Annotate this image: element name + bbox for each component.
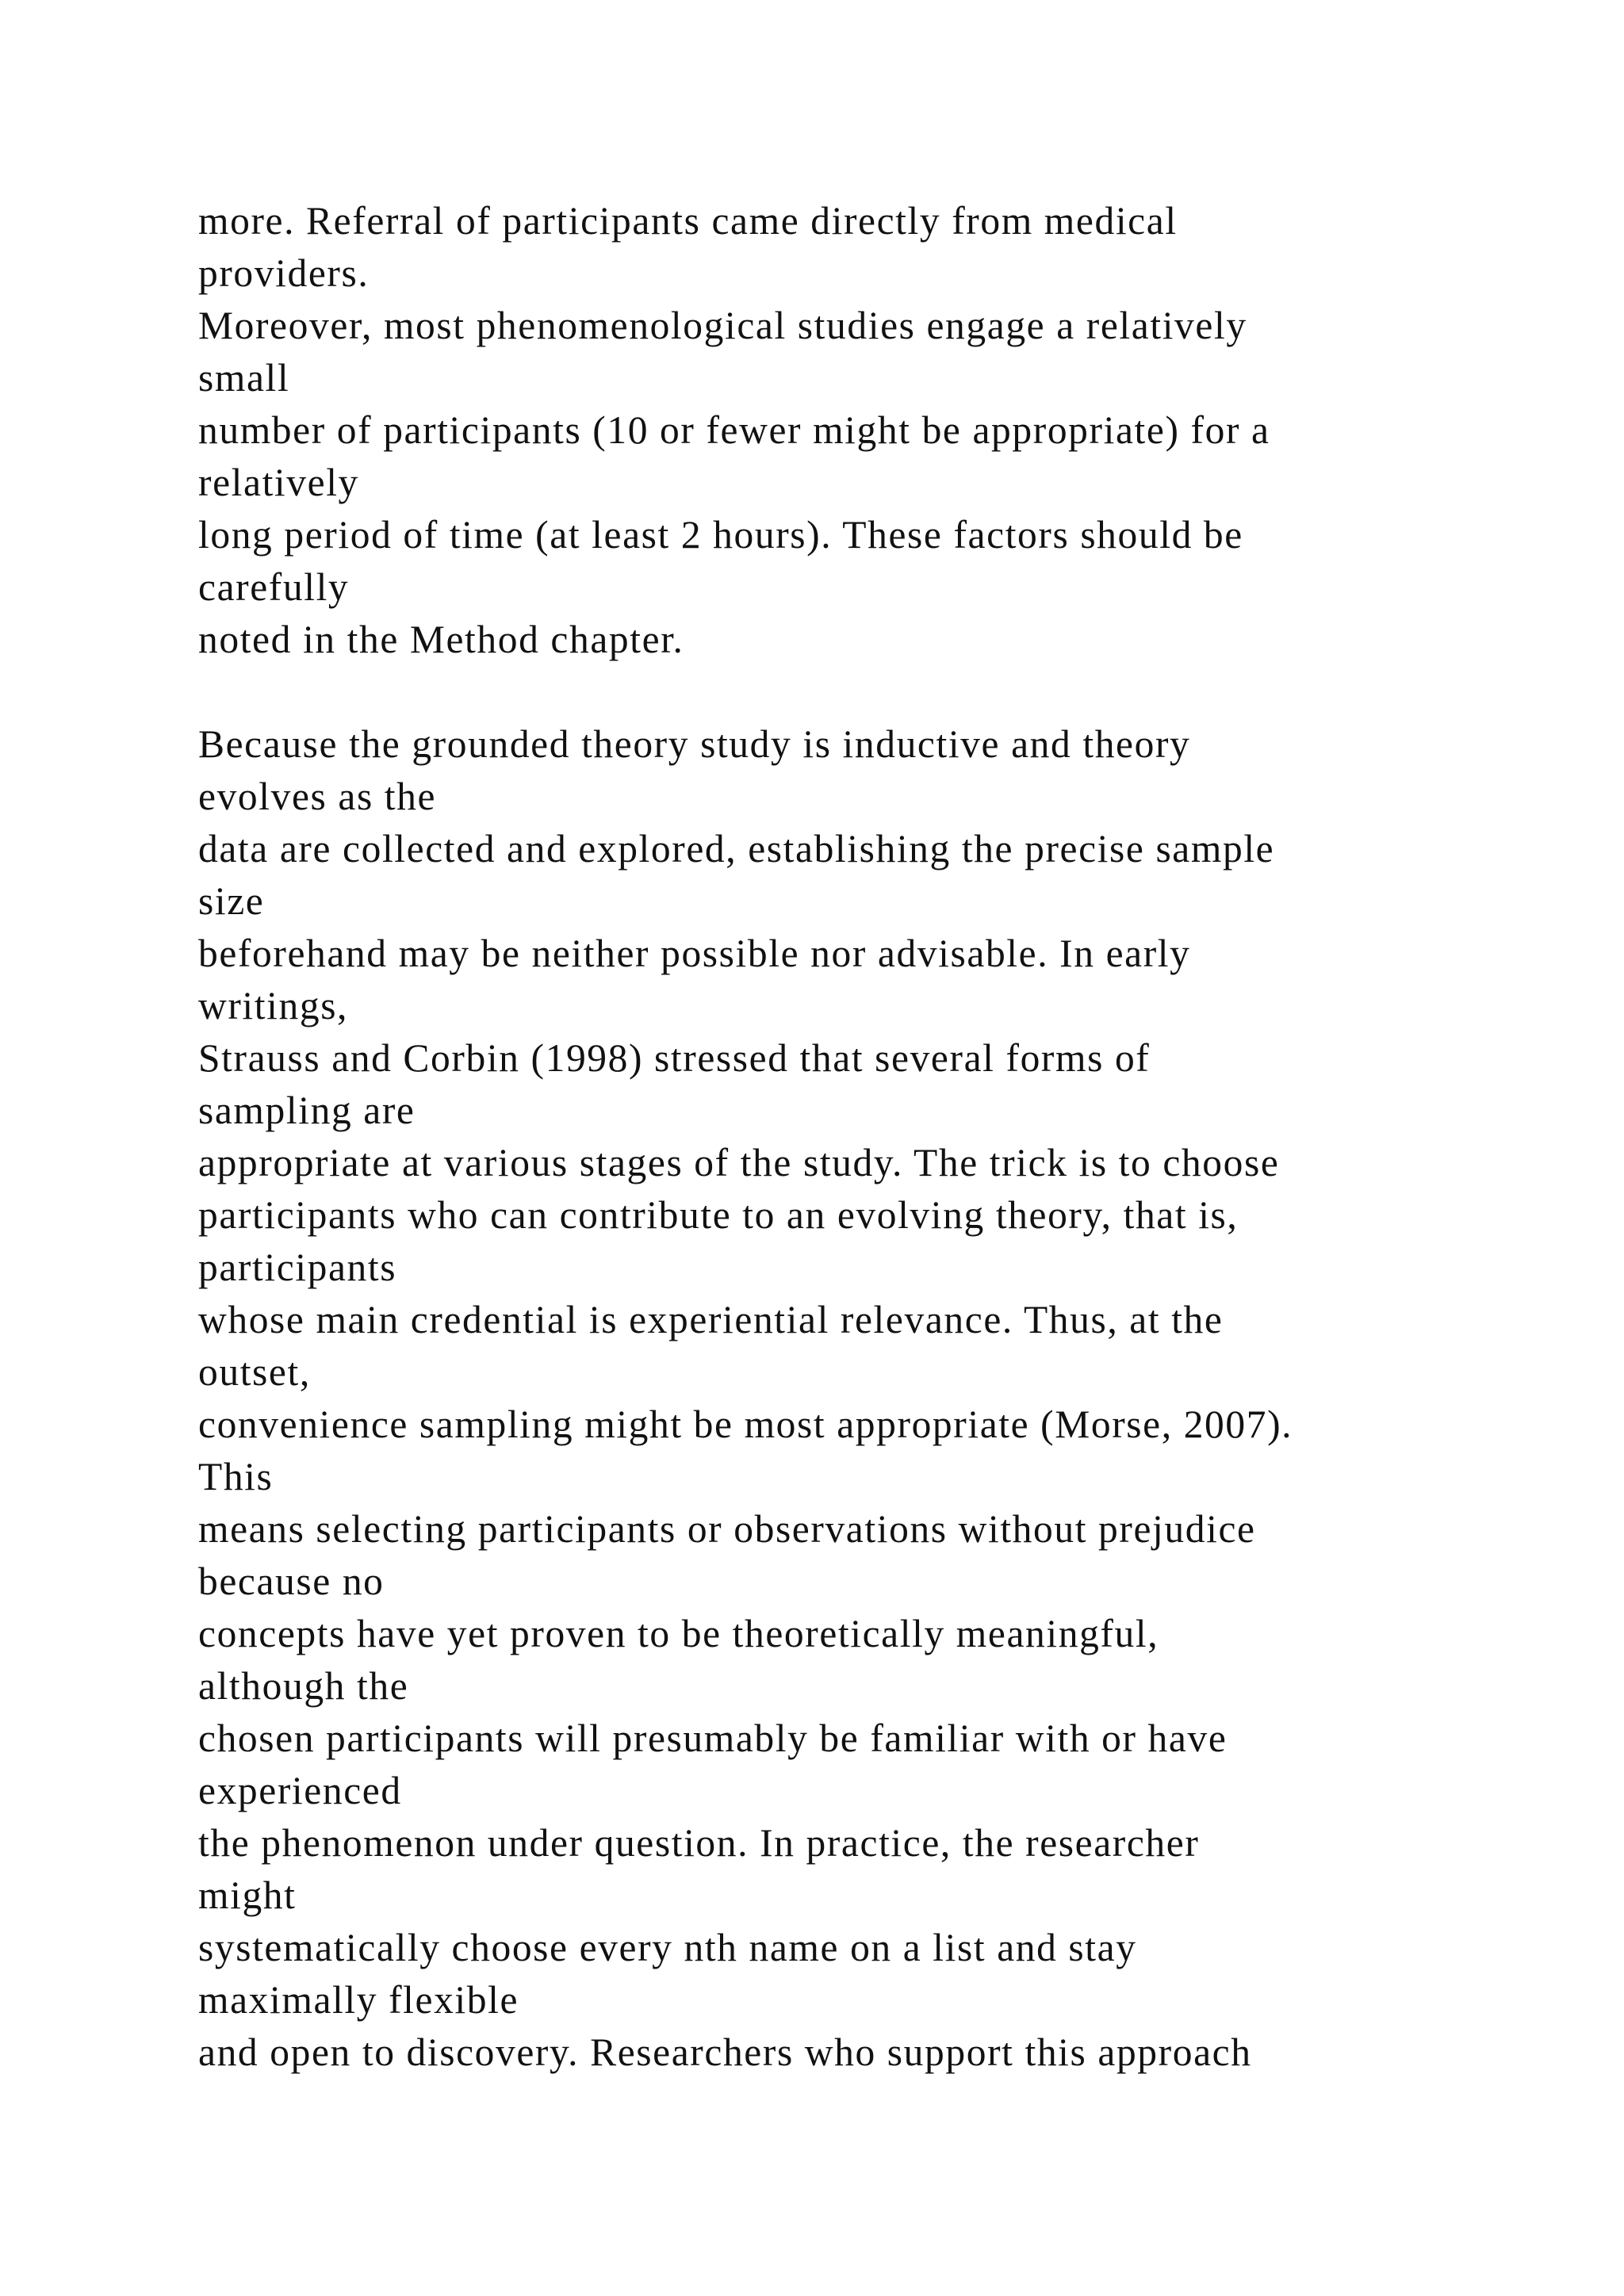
text-line: because no	[198, 1559, 385, 1603]
text-line: maximally flexible	[198, 1978, 519, 2022]
text-line: chosen participants will presumably be familiar with or have	[198, 1716, 1228, 1760]
text-line: data are collected and explored, establishing the precise sample	[198, 827, 1275, 871]
text-line: means selecting participants or observations without prejudice	[198, 1507, 1256, 1551]
text-line: concepts have yet proven to be theoretically meaningful,	[198, 1612, 1159, 1655]
text-line: number of participants (10 or fewer might be appropriate) for a	[198, 408, 1270, 452]
text-line: and open to discovery. Researchers who support this approach	[198, 2030, 1252, 2074]
text-line: participants who can contribute to an evolving theory, that is,	[198, 1193, 1239, 1237]
text-line: Strauss and Corbin (1998) stressed that several forms of	[198, 1036, 1151, 1080]
text-line: sampling are	[198, 1089, 416, 1132]
body-text	[198, 195, 1610, 2079]
text-line: experienced	[198, 1769, 402, 1812]
text-line: size	[198, 879, 265, 923]
text-line: long period of time (at least 2 hours). These factors should be	[198, 513, 1243, 557]
paragraph-break	[198, 666, 1610, 718]
text-line: might	[198, 1873, 297, 1917]
text-line: relatively	[198, 461, 359, 504]
text-line: providers.	[198, 251, 370, 295]
text-line: appropriate at various stages of the study. The trick is to choose	[198, 1141, 1280, 1184]
text-line: This	[198, 1455, 274, 1498]
text-line: more. Referral of participants came directly from medical	[198, 199, 1178, 243]
text-line: the phenomenon under question. In practice, the researcher	[198, 1821, 1200, 1865]
text-line: small	[198, 356, 290, 400]
text-line: although the	[198, 1664, 409, 1708]
text-line: noted in the Method chapter.	[198, 618, 684, 661]
text-line: Moreover, most phenomenological studies engage a relatively	[198, 304, 1247, 347]
text-line: outset,	[198, 1350, 311, 1394]
text-line: beforehand may be neither possible nor advisable. In early	[198, 932, 1191, 975]
text-line: carefully	[198, 565, 350, 609]
text-line: whose main credential is experiential relevance. Thus, at the	[198, 1298, 1224, 1341]
text-line: participants	[198, 1246, 397, 1289]
text-line: convenience sampling might be most appropriate (Morse, 2007).	[198, 1402, 1293, 1446]
text-line: Because the grounded theory study is inductive and theory	[198, 722, 1191, 766]
text-line: evolves as the	[198, 775, 437, 818]
text-line: writings,	[198, 984, 349, 1027]
text-line: systematically choose every nth name on a list and stay	[198, 1926, 1137, 1969]
